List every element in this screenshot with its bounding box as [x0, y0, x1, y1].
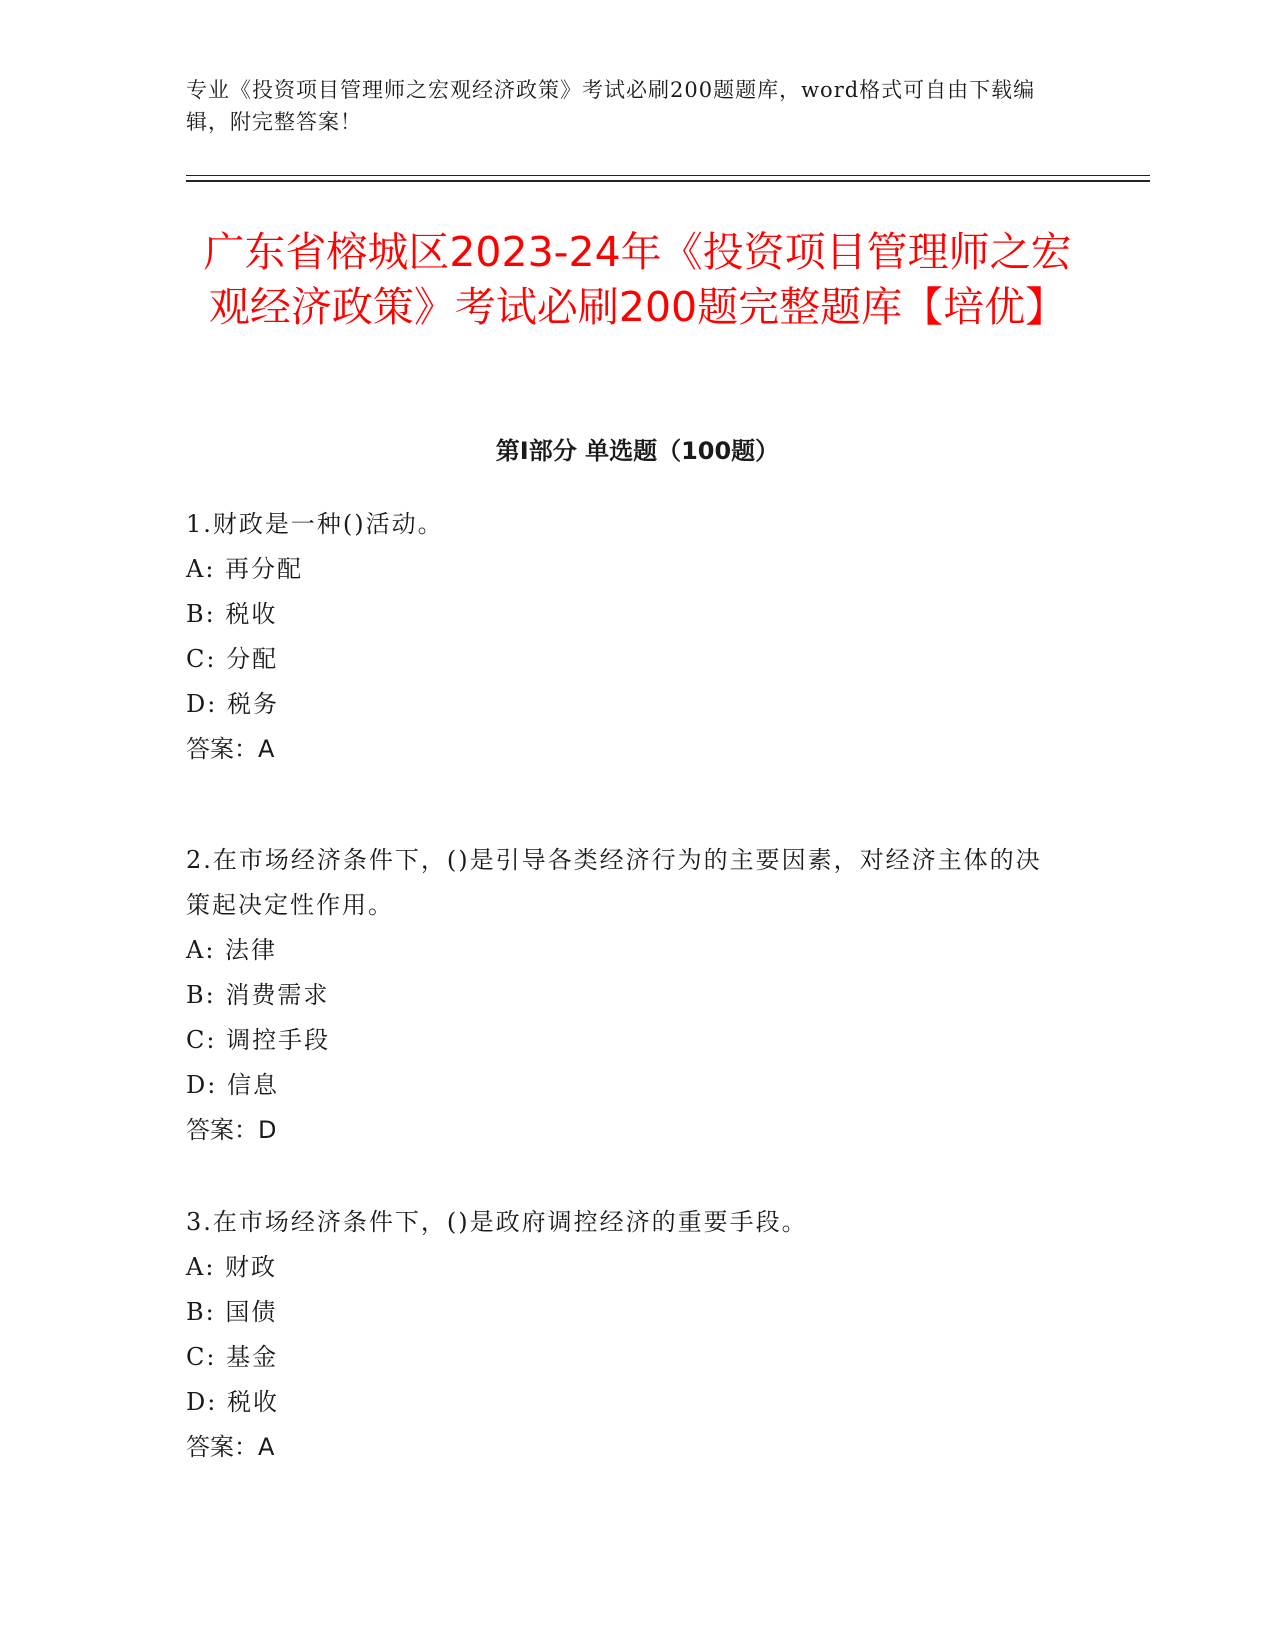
option-a: A: 法律 — [186, 936, 278, 964]
option-d: D: 税收 — [186, 1388, 279, 1416]
answer-text: 答案：D — [186, 1116, 277, 1144]
option-b: B: 税收 — [186, 600, 278, 628]
question-3 — [186, 1200, 1066, 1470]
document-title: 广东省榕城区2023-24年《投资项目管理师之宏观经济政策》考试必刷200题完整题库【培优】 — [203, 228, 1072, 331]
question-stem: 3.在市场经济条件下，()是政府调控经济的重要手段。 — [186, 1208, 808, 1236]
option-b: B: 消费需求 — [186, 981, 330, 1009]
question-2 — [186, 838, 1066, 1153]
header-rule-thick — [186, 180, 1150, 182]
option-c: C: 调控手段 — [186, 1026, 331, 1054]
answer-text: 答案：A — [186, 735, 275, 763]
question-1 — [186, 502, 1066, 772]
option-c: C: 分配 — [186, 645, 279, 673]
answer-text: 答案：A — [186, 1433, 275, 1461]
header-rule-thin — [186, 175, 1150, 176]
question-stem: 1.财政是一种()活动。 — [186, 510, 444, 538]
header-note: 专业《投资项目管理师之宏观经济政策》考试必刷200题题库，word格式可自由下载编辑，附完整答案！ — [186, 78, 1036, 134]
option-c: C: 基金 — [186, 1343, 279, 1371]
option-d: D: 信息 — [186, 1071, 279, 1099]
option-a: A: 财政 — [186, 1253, 278, 1281]
section-heading: 第I部分 单选题（100题） — [495, 437, 780, 465]
option-a: A: 再分配 — [186, 555, 304, 583]
option-b: B: 国债 — [186, 1298, 278, 1326]
question-stem: 2.在市场经济条件下，()是引导各类经济行为的主要因素，对经济主体的决策起决定性作用。 — [186, 846, 1042, 919]
option-d: D: 税务 — [186, 690, 279, 718]
